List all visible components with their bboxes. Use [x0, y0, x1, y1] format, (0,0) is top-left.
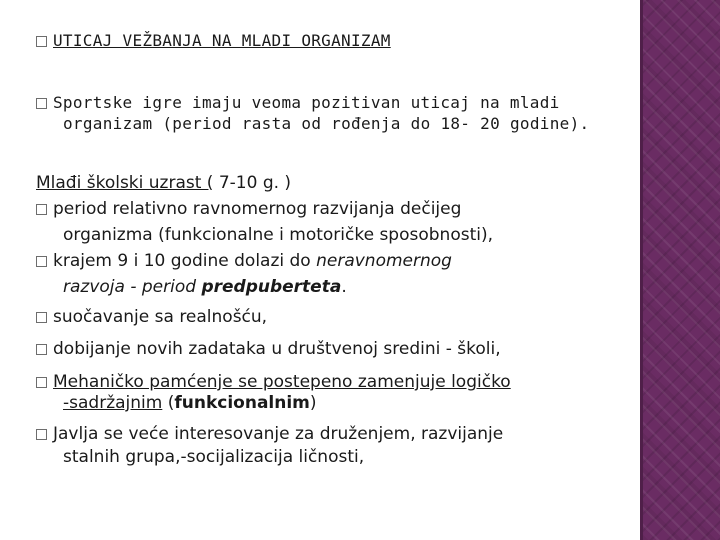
item-6-line-1: Javlja se veće interesovanje za druženjem, razvijanje [53, 424, 504, 444]
intro-row-2 [63, 114, 589, 134]
list-item-5 [36, 372, 511, 392]
square-bullet-icon [36, 98, 47, 109]
section-heading-underlined: Mlađi školski uzrast ( [36, 173, 214, 193]
item-5-open: ( [162, 393, 175, 413]
item-5-close: ) [309, 393, 317, 413]
list-item-2-cont [63, 277, 347, 297]
list-item-1-cont [63, 225, 493, 245]
item-2-prefix: krajem 9 i 10 godine dolazi do [53, 251, 317, 271]
square-bullet-icon [36, 312, 47, 323]
item-4-text: dobijanje novih zadataka u društvenoj sredini - školi, [53, 339, 501, 359]
title-row [36, 31, 391, 51]
list-item-2 [36, 251, 452, 271]
intro-row-1 [36, 93, 560, 113]
list-item-6 [36, 424, 503, 444]
list-item-5-cont [63, 393, 317, 413]
item-2-line-2-italic: razvoja - period [63, 277, 202, 297]
list-item-6-cont [63, 447, 364, 467]
item-1-line-1: period relativno ravnomernog razvijanja dečijeg [53, 199, 462, 219]
list-item-4 [36, 339, 501, 359]
list-item-3 [36, 307, 267, 327]
slide-title: UTICAJ VEŽBANJA NA MLADI ORGANIZAM [53, 31, 391, 50]
item-6-line-2: stalnih grupa,-socijalizacija ličnosti, [63, 447, 365, 467]
square-bullet-icon [36, 36, 47, 47]
section-heading-age: 7-10 g. ) [213, 173, 292, 193]
item-2-bold-italic: predpuberteta [201, 277, 342, 297]
item-2-end: . [341, 277, 347, 297]
list-item-1 [36, 199, 461, 219]
intro-text-line-2: organizam (period rasta od rođenja do 18- 20 godine). [63, 114, 590, 133]
item-3-text: suočavanje sa realnošću, [53, 307, 268, 327]
square-bullet-icon [36, 256, 47, 267]
square-bullet-icon [36, 204, 47, 215]
item-5-underlined: -sadržajnim [63, 393, 163, 413]
section-heading [36, 173, 291, 193]
square-bullet-icon [36, 429, 47, 440]
square-bullet-icon [36, 377, 47, 388]
decorative-side-panel [640, 0, 720, 540]
square-bullet-icon [36, 344, 47, 355]
intro-text-line-1: Sportske igre imaju veoma pozitivan uticaj na mladi [53, 93, 560, 112]
item-5-line-1: Mehaničko pamćenje se postepeno zamenjuje logičko [53, 372, 511, 392]
item-1-line-2: organizma (funkcionalne i motoričke sposobnosti), [63, 225, 494, 245]
item-5-bold: funkcionalnim [174, 393, 310, 413]
item-2-italic: neravnomernog [316, 251, 452, 271]
